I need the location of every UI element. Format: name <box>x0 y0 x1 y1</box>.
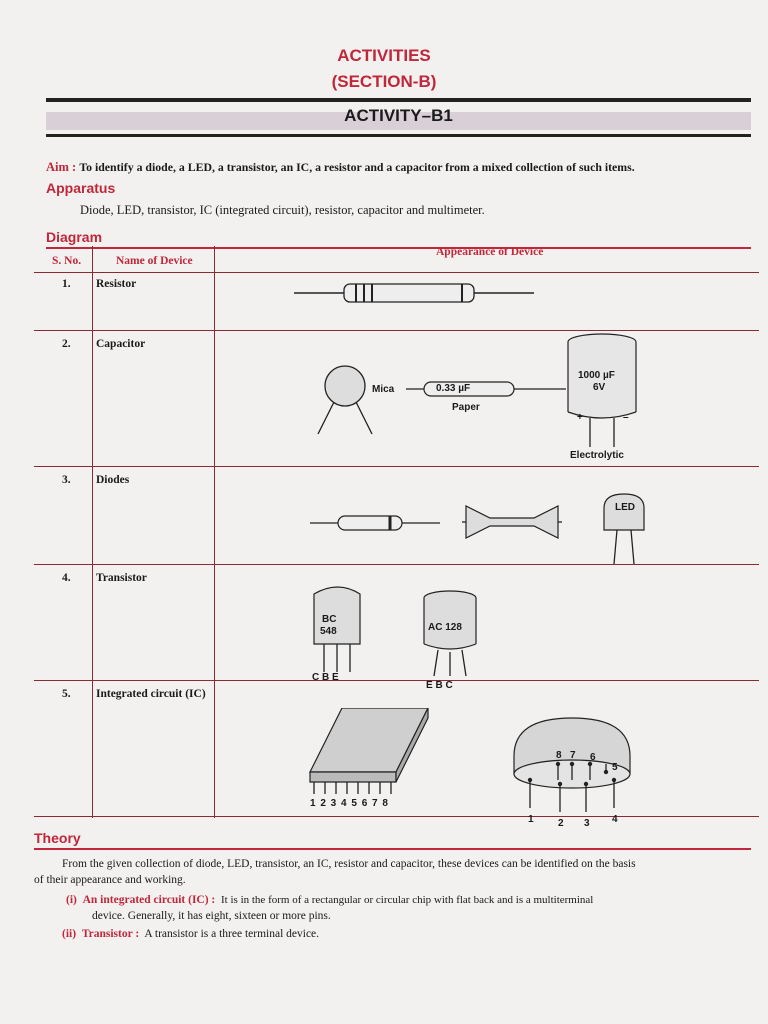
row-name: Integrated circuit (IC) <box>96 688 206 700</box>
bc-line1: BC <box>322 614 337 625</box>
ac-label: AC 128 <box>428 622 462 633</box>
item-number: (i) <box>66 894 77 906</box>
bc-pins: C B E <box>312 672 339 683</box>
paper-capacitor-icon <box>406 379 566 399</box>
led-label: LED <box>615 502 635 513</box>
ac128-transistor-icon <box>420 590 480 680</box>
electrolytic-label: Electrolytic <box>570 450 624 461</box>
section-title: ACTIVITIES <box>337 46 431 65</box>
mica-capacitor-icon <box>310 364 380 436</box>
section-subtitle: (SECTION-B) <box>331 72 437 91</box>
row-sno: 5. <box>62 688 71 700</box>
bc-line2: 548 <box>320 626 337 637</box>
col-appearance: Appearance of Device <box>436 246 544 258</box>
theory-item-transistor <box>62 926 319 943</box>
item-text: It is in the form of a rectangular or circular chip with flat back and is a multiterminal <box>221 894 594 906</box>
theory-rule <box>34 848 751 850</box>
mica-label: Mica <box>372 384 395 395</box>
round-pin: 8 <box>556 750 562 761</box>
row-name: Diodes <box>96 474 130 486</box>
diode-icon <box>310 512 440 534</box>
diagram-heading: Diagram <box>46 229 103 245</box>
aim-label: Aim : <box>46 160 77 174</box>
apparatus-heading: Apparatus <box>46 180 116 196</box>
row-sno: 1. <box>62 278 71 290</box>
round-pin: 5 <box>612 762 618 773</box>
round-pin: 7 <box>570 750 576 761</box>
divider <box>46 98 751 102</box>
activity-band <box>46 104 751 134</box>
device-table <box>34 246 759 829</box>
apparatus-text: Diode, LED, transistor, IC (integrated circuit), resistor, capacitor and multimeter. <box>80 203 485 217</box>
row-name: Resistor <box>96 278 137 290</box>
bc548-transistor-icon <box>308 580 368 676</box>
aim-statement <box>46 160 635 175</box>
col-sno: S. No. <box>52 255 82 267</box>
row-name: Capacitor <box>96 338 146 350</box>
row-sno: 2. <box>62 338 71 350</box>
row-name: Transistor <box>96 572 147 584</box>
activity-title: ACTIVITY–B1 <box>344 106 453 125</box>
round-pin: 6 <box>590 752 596 763</box>
round-pin: 3 <box>584 818 590 829</box>
round-pin: 1 <box>528 814 534 825</box>
ac-pins: E B C <box>426 680 453 691</box>
ic-chip-icon <box>302 708 434 800</box>
power-diode-icon <box>462 502 562 542</box>
aim-text: To identify a diode, a LED, a transistor, an IC, a resistor and a capacitor from a mixed collection of such items. <box>79 160 635 174</box>
ic-pin-numbers: 1 2 3 4 5 6 7 8 <box>310 798 389 809</box>
col-name: Name of Device <box>116 255 193 267</box>
electrolytic-voltage: 6V <box>593 382 606 393</box>
theory-intro-2: of their appearance and working. <box>34 874 186 886</box>
round-pin: 2 <box>558 818 564 829</box>
round-pin: 4 <box>612 814 618 825</box>
item-text: A transistor is a three terminal device. <box>144 928 320 940</box>
resistor-icon <box>294 278 534 308</box>
divider <box>46 134 751 137</box>
item-number: (ii) <box>62 928 77 940</box>
electrolytic-value: 1000 µF <box>578 370 615 381</box>
theory-item-ic-cont: device. Generally, it has eight, sixteen or more pins. <box>92 910 331 922</box>
row-sno: 3. <box>62 474 71 486</box>
minus-sign: – <box>623 412 629 423</box>
theory-heading: Theory <box>34 830 81 846</box>
row-sno: 4. <box>62 572 71 584</box>
item-label: An integrated circuit (IC) : <box>82 894 216 906</box>
plus-sign: + <box>577 412 583 423</box>
theory-item-ic <box>66 892 593 909</box>
paper-label: Paper <box>452 402 480 413</box>
item-label: Transistor : <box>81 928 140 940</box>
theory-intro-1: From the given collection of diode, LED, transistor, an IC, resistor and capacitor, these devices can be identified on the basis <box>62 858 636 870</box>
capacitor-value: 0.33 µF <box>436 383 471 394</box>
